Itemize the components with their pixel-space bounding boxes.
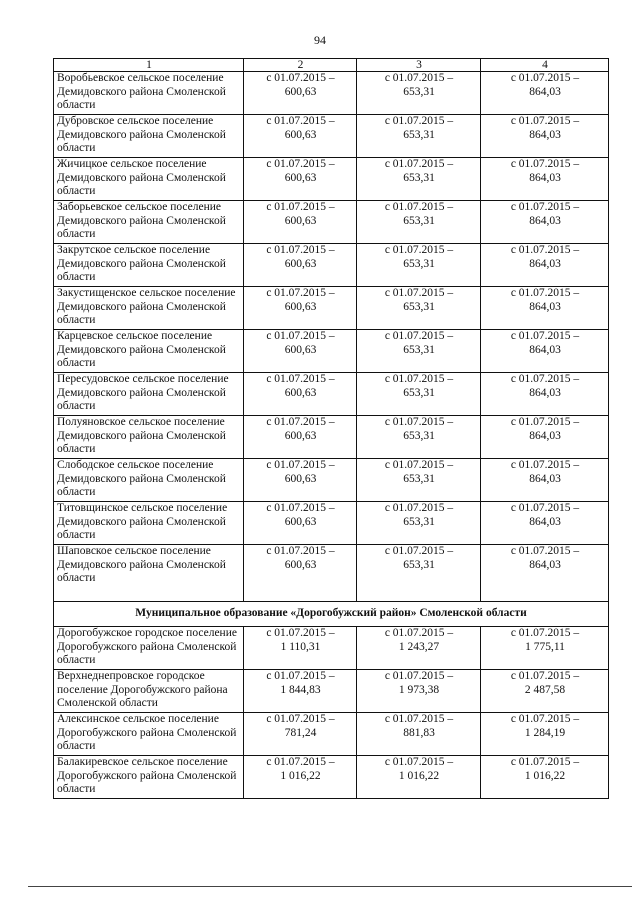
rate-cell-col-3 xyxy=(357,545,481,602)
rate-cell-col-2 xyxy=(244,713,357,756)
settlement-name-cell: Закрутское сельское поселение Демидовского района Смоленской области xyxy=(54,244,244,287)
rate-cell-col-2 xyxy=(244,158,357,201)
table-row xyxy=(54,287,609,330)
rate-value: 653,31 xyxy=(403,214,435,227)
table-row xyxy=(54,115,609,158)
rate-value: 653,31 xyxy=(403,343,435,356)
rate-value: 2 487,58 xyxy=(524,683,566,696)
rate-value: 1 775,11 xyxy=(525,640,565,653)
rate-cell-col-4 xyxy=(481,158,609,201)
settlement-name-cell: Дорогобужское городское поселение Дорогобужского района Смоленской области xyxy=(54,627,244,670)
rate-effective-date: с 01.07.2015 – xyxy=(266,287,335,299)
rate-value: 781,24 xyxy=(284,726,317,739)
page-number: 94 xyxy=(314,33,326,47)
rate-value: 864,03 xyxy=(529,171,561,184)
rate-cell-col-4 xyxy=(481,330,609,373)
rate-cell-col-4 xyxy=(481,244,609,287)
rate-effective-date: с 01.07.2015 – xyxy=(384,287,454,299)
rate-effective-date: с 01.07.2015 – xyxy=(384,670,454,682)
rate-effective-date: с 01.07.2015 – xyxy=(384,373,454,385)
rate-value: 653,31 xyxy=(403,128,435,141)
rate-effective-date: с 01.07.2015 – xyxy=(510,416,580,428)
rate-value: 653,31 xyxy=(403,171,435,184)
rate-cell-col-2 xyxy=(244,670,357,713)
settlement-name-cell: Алексинское сельское поселение Дорогобужского района Смоленской области xyxy=(54,713,244,756)
rate-value: 864,03 xyxy=(529,128,561,141)
rate-value: 864,03 xyxy=(529,515,561,528)
rate-cell-col-3 xyxy=(357,115,481,158)
table-header-row xyxy=(54,59,609,72)
rate-cell-col-3 xyxy=(357,373,481,416)
rate-cell-col-2 xyxy=(244,416,357,459)
rate-value: 1 016,22 xyxy=(524,769,566,782)
rate-value: 864,03 xyxy=(529,214,561,227)
rate-cell-col-4 xyxy=(481,416,609,459)
rate-value: 653,31 xyxy=(403,257,435,270)
rate-effective-date: с 01.07.2015 – xyxy=(510,158,580,170)
rate-effective-date: с 01.07.2015 – xyxy=(266,373,335,385)
table-row xyxy=(54,416,609,459)
rate-value: 653,31 xyxy=(403,429,435,442)
rate-value: 864,03 xyxy=(529,85,561,98)
rate-cell-col-4 xyxy=(481,627,609,670)
section-header-row xyxy=(54,602,609,627)
rate-effective-date: с 01.07.2015 – xyxy=(510,670,580,682)
rate-cell-col-4 xyxy=(481,756,609,799)
rate-effective-date: с 01.07.2015 – xyxy=(384,158,454,170)
settlement-name-cell: Титовщинское сельское поселение Демидовского района Смоленской области xyxy=(54,502,244,545)
settlement-name-cell: Дубровское сельское поселение Демидовского района Смоленской области xyxy=(54,115,244,158)
settlement-name-cell: Балакиревское сельское поселение Дорогобужского района Смоленской области xyxy=(54,756,244,799)
rate-value: 881,83 xyxy=(403,726,435,739)
settlement-name-cell: Пересудовское сельское поселение Демидовского района Смоленской области xyxy=(54,373,244,416)
rate-cell-col-3 xyxy=(357,244,481,287)
table-row xyxy=(54,373,609,416)
rate-value: 1 016,22 xyxy=(398,769,440,782)
rate-effective-date: с 01.07.2015 – xyxy=(266,72,335,84)
settlement-name-cell: Жичицкое сельское поселение Демидовского района Смоленской области xyxy=(54,158,244,201)
rate-value: 1 844,83 xyxy=(280,683,321,696)
rate-effective-date: с 01.07.2015 – xyxy=(266,713,335,725)
rate-effective-date: с 01.07.2015 – xyxy=(266,115,335,127)
rate-effective-date: с 01.07.2015 – xyxy=(384,244,454,256)
settlement-name-cell: Воробьевское сельское поселение Демидовского района Смоленской области xyxy=(54,72,244,115)
rate-value: 653,31 xyxy=(403,300,435,313)
rate-value: 600,63 xyxy=(284,171,317,184)
rate-value: 600,63 xyxy=(284,386,317,399)
rate-cell-col-4 xyxy=(481,72,609,115)
settlement-name-cell: Шаповское сельское поселение Демидовского района Смоленской области xyxy=(54,545,244,602)
table-row xyxy=(54,502,609,545)
rate-cell-col-2 xyxy=(244,627,357,670)
rate-cell-col-2 xyxy=(244,373,357,416)
rate-effective-date: с 01.07.2015 – xyxy=(266,502,335,514)
rate-effective-date: с 01.07.2015 – xyxy=(510,545,580,557)
rate-effective-date: с 01.07.2015 – xyxy=(384,115,454,127)
rate-value: 600,63 xyxy=(284,429,317,442)
rate-cell-col-3 xyxy=(357,158,481,201)
table-row xyxy=(54,330,609,373)
rate-cell-col-2 xyxy=(244,502,357,545)
rate-cell-col-2 xyxy=(244,756,357,799)
column-header-3: 3 xyxy=(357,59,481,72)
rate-effective-date: с 01.07.2015 – xyxy=(510,287,580,299)
table-body xyxy=(54,72,609,799)
rate-effective-date: с 01.07.2015 – xyxy=(384,201,454,213)
rate-value: 1 016,22 xyxy=(280,769,321,782)
rate-effective-date: с 01.07.2015 – xyxy=(384,545,454,557)
rate-value: 1 243,27 xyxy=(398,640,440,653)
rate-value: 600,63 xyxy=(284,85,317,98)
rate-value: 864,03 xyxy=(529,386,561,399)
settlement-name-cell: Карцевское сельское поселение Демидовского района Смоленской области xyxy=(54,330,244,373)
rate-value: 600,63 xyxy=(284,214,317,227)
settlement-name-cell: Верхнеднепровское городское поселение Дорогобужского района Смоленской области xyxy=(54,670,244,713)
rate-cell-col-3 xyxy=(357,756,481,799)
rate-effective-date: с 01.07.2015 – xyxy=(384,330,454,342)
rate-cell-col-2 xyxy=(244,545,357,602)
rate-effective-date: с 01.07.2015 – xyxy=(510,373,580,385)
rate-effective-date: с 01.07.2015 – xyxy=(384,756,454,768)
table-row xyxy=(54,72,609,115)
column-header-4: 4 xyxy=(481,59,609,72)
rate-value: 1 110,31 xyxy=(280,640,321,653)
rate-value: 653,31 xyxy=(403,558,435,571)
settlement-name-cell: Закустищенское сельское поселение Демидовского района Смоленской области xyxy=(54,287,244,330)
rate-cell-col-2 xyxy=(244,115,357,158)
table-row xyxy=(54,545,609,602)
rate-cell-col-4 xyxy=(481,287,609,330)
rate-cell-col-3 xyxy=(357,330,481,373)
rate-value: 600,63 xyxy=(284,472,317,485)
rate-cell-col-4 xyxy=(481,201,609,244)
rate-value: 600,63 xyxy=(284,343,317,356)
rate-effective-date: с 01.07.2015 – xyxy=(266,158,335,170)
rate-effective-date: с 01.07.2015 – xyxy=(510,502,580,514)
rate-effective-date: с 01.07.2015 – xyxy=(266,670,335,682)
rate-cell-col-3 xyxy=(357,713,481,756)
table-row xyxy=(54,201,609,244)
rate-value: 864,03 xyxy=(529,472,561,485)
rate-cell-col-2 xyxy=(244,72,357,115)
rate-cell-col-4 xyxy=(481,115,609,158)
rate-cell-col-4 xyxy=(481,670,609,713)
rate-cell-col-3 xyxy=(357,502,481,545)
rate-effective-date: с 01.07.2015 – xyxy=(510,459,580,471)
rate-value: 864,03 xyxy=(529,558,561,571)
rate-cell-col-3 xyxy=(357,627,481,670)
rate-cell-col-4 xyxy=(481,713,609,756)
rate-value: 600,63 xyxy=(284,300,317,313)
rate-effective-date: с 01.07.2015 – xyxy=(510,756,580,768)
rate-cell-col-4 xyxy=(481,459,609,502)
rate-value: 1 973,38 xyxy=(398,683,440,696)
rate-value: 864,03 xyxy=(529,257,561,270)
rate-effective-date: с 01.07.2015 – xyxy=(266,627,335,639)
rate-cell-col-3 xyxy=(357,416,481,459)
rate-effective-date: с 01.07.2015 – xyxy=(266,330,335,342)
rate-value: 600,63 xyxy=(284,257,317,270)
rate-effective-date: с 01.07.2015 – xyxy=(510,330,580,342)
tariff-table xyxy=(53,58,609,799)
footer-divider xyxy=(28,886,632,887)
table-row xyxy=(54,244,609,287)
rate-cell-col-3 xyxy=(357,459,481,502)
rate-cell-col-2 xyxy=(244,287,357,330)
rate-effective-date: с 01.07.2015 – xyxy=(384,502,454,514)
rate-effective-date: с 01.07.2015 – xyxy=(384,713,454,725)
table-row xyxy=(54,670,609,713)
rate-effective-date: с 01.07.2015 – xyxy=(510,713,580,725)
column-header-2: 2 xyxy=(244,59,357,72)
rate-effective-date: с 01.07.2015 – xyxy=(266,545,335,557)
table-row xyxy=(54,756,609,799)
rate-value: 600,63 xyxy=(284,558,317,571)
rate-cell-col-3 xyxy=(357,287,481,330)
rate-effective-date: с 01.07.2015 – xyxy=(266,459,335,471)
settlement-name-cell: Заборьевское сельское поселение Демидовского района Смоленской области xyxy=(54,201,244,244)
table-row xyxy=(54,627,609,670)
rate-value: 864,03 xyxy=(529,343,561,356)
rate-value: 653,31 xyxy=(403,515,435,528)
rate-cell-col-2 xyxy=(244,201,357,244)
rate-effective-date: с 01.07.2015 – xyxy=(384,72,454,84)
rate-value: 600,63 xyxy=(284,128,317,141)
settlement-name-cell: Слободское сельское поселение Демидовского района Смоленской области xyxy=(54,459,244,502)
rate-cell-col-2 xyxy=(244,330,357,373)
rate-cell-col-2 xyxy=(244,244,357,287)
rate-effective-date: с 01.07.2015 – xyxy=(266,244,335,256)
rate-value: 653,31 xyxy=(403,472,435,485)
rate-effective-date: с 01.07.2015 – xyxy=(510,115,580,127)
rate-effective-date: с 01.07.2015 – xyxy=(266,416,335,428)
rate-effective-date: с 01.07.2015 – xyxy=(510,72,580,84)
rate-value: 600,63 xyxy=(284,515,317,528)
rate-effective-date: с 01.07.2015 – xyxy=(510,201,580,213)
rate-effective-date: с 01.07.2015 – xyxy=(266,756,335,768)
rate-effective-date: с 01.07.2015 – xyxy=(384,627,454,639)
table-row xyxy=(54,713,609,756)
table-row xyxy=(54,459,609,502)
rate-cell-col-4 xyxy=(481,373,609,416)
rate-cell-col-3 xyxy=(357,670,481,713)
rate-cell-col-4 xyxy=(481,502,609,545)
rate-effective-date: с 01.07.2015 – xyxy=(384,459,454,471)
rate-effective-date: с 01.07.2015 – xyxy=(510,627,580,639)
section-title: Муниципальное образование «Дорогобужский район» Смоленской области xyxy=(54,602,609,627)
rate-cell-col-3 xyxy=(357,72,481,115)
rate-value: 1 284,19 xyxy=(524,726,566,739)
rate-effective-date: с 01.07.2015 – xyxy=(510,244,580,256)
rate-cell-col-3 xyxy=(357,201,481,244)
rate-cell-col-2 xyxy=(244,459,357,502)
column-header-1: 1 xyxy=(54,59,244,72)
rate-value: 864,03 xyxy=(529,429,561,442)
rate-cell-col-4 xyxy=(481,545,609,602)
rate-value: 864,03 xyxy=(529,300,561,313)
rate-effective-date: с 01.07.2015 – xyxy=(266,201,335,213)
rate-value: 653,31 xyxy=(403,386,435,399)
table-row xyxy=(54,158,609,201)
settlement-name-cell: Полуяновское сельское поселение Демидовского района Смоленской области xyxy=(54,416,244,459)
rate-value: 653,31 xyxy=(403,85,435,98)
rate-effective-date: с 01.07.2015 – xyxy=(384,416,454,428)
